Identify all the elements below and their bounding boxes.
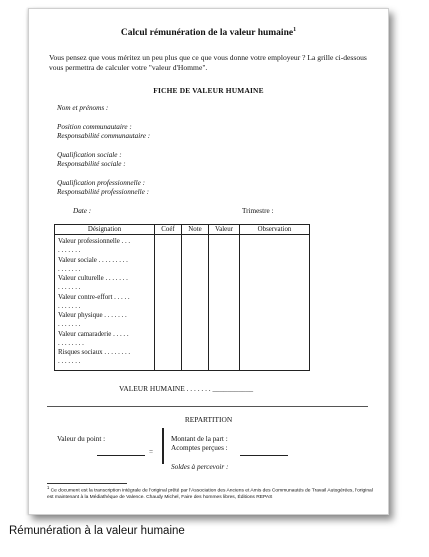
point-value-blank-line [97, 455, 145, 456]
point-value-label: Valeur du point : [57, 435, 106, 443]
footnote: $^1$ Ce document est la transcription intégrale de l'original prêté par l'Association des Anciens et Amis des Communautés de Travail Autogérées, l'original est maintenant à la Médiathèque de Valence. Chaudy Michel, Faire des hommes libres, Éditions REPAS [47, 485, 373, 500]
section-divider [47, 406, 368, 407]
footnote-divider [47, 483, 127, 484]
equals-sign: = [149, 448, 154, 456]
coef-column [155, 235, 182, 371]
date-label: Date : [73, 207, 92, 215]
field-name-label: Nom et prénoms : [57, 104, 109, 112]
valeur-column [209, 235, 240, 371]
field-social-qualification-label: Qualification sociale : [57, 151, 122, 159]
quarter-label: Trimestre : [242, 207, 274, 215]
field-community-position-label: Position communautaire : [57, 123, 132, 131]
repartition-labels [171, 435, 228, 454]
repartition-title: REPARTITION [184, 415, 233, 424]
image-caption: Rémunération à la valeur humaine [9, 525, 185, 537]
document-page [28, 8, 389, 515]
document-title: Calcul rémunération de la valeur humaine$^1$ [120, 27, 297, 39]
table-header-row [55, 225, 310, 235]
note-column [182, 235, 209, 371]
observation-column [240, 235, 310, 371]
balance-due-label: Soldes à percevoir : [171, 463, 229, 471]
column-header-valeur: Valeur [209, 225, 240, 235]
column-header-observation: Observation [240, 225, 310, 235]
form-title: FICHE DE VALEUR HUMAINE [153, 86, 264, 95]
column-header-coef: Coéf [155, 225, 182, 235]
table-row: Valeur sociale . . . . . . . . . . . . . . . . [58, 256, 128, 273]
table-row: Risques sociaux . . . . . . . . . . . . . . . [58, 349, 131, 366]
advances-label: Acomptes perçues : [171, 444, 228, 453]
field-professional-responsibility-label: Responsabilité professionnelle : [57, 188, 149, 196]
table-body-row [55, 235, 310, 371]
table-row: Valeur camaraderie . . . . . . . . . . . . . [58, 330, 129, 347]
table-row: Valeur contre-effort . . . . . . . . . . . . [58, 293, 130, 310]
footnote-marker: 1 [293, 27, 297, 33]
table-row: Valeur culturelle . . . . . . . . . . . . . . [58, 275, 128, 292]
designation-column [55, 235, 155, 371]
share-amount-label: Montant de la part : [171, 435, 228, 443]
field-social-responsibility-label: Responsabilité sociale : [57, 160, 126, 168]
table-row: Valeur professionnelle . . . . . . . . . . [58, 238, 131, 255]
column-header-designation: Désignation [55, 225, 155, 235]
column-header-note: Note [182, 225, 209, 235]
valeur-humaine-total: VALEUR HUMAINE . . . . . . . ___________ [119, 384, 254, 393]
field-professional-qualification-label: Qualification professionnelle : [57, 179, 145, 187]
advances-blank-line [240, 455, 288, 456]
intro-paragraph: Vous pensez que vous méritez un peu plus que ce que vous donne votre employeur ? La grille ci-dessous vous permettra de calculer votre "valeur d'Homme". [49, 53, 367, 72]
footnote-text: Ce document est la transcription intégrale de l'original prêté par l'Association des Anciens et Amis des Communautés de Travail Autogérées, l'original est maintenant à la Médiathèque de Valence. Chaudy Michel, Faire des hommes libres, Éditions REPAS [47, 488, 373, 500]
table-row: Valeur physique . . . . . . . . . . . . . . [58, 312, 127, 329]
value-grid-table [54, 224, 310, 371]
field-community-responsibility-label: Responsabilité communautaire : [57, 132, 151, 140]
vertical-divider [162, 428, 164, 464]
